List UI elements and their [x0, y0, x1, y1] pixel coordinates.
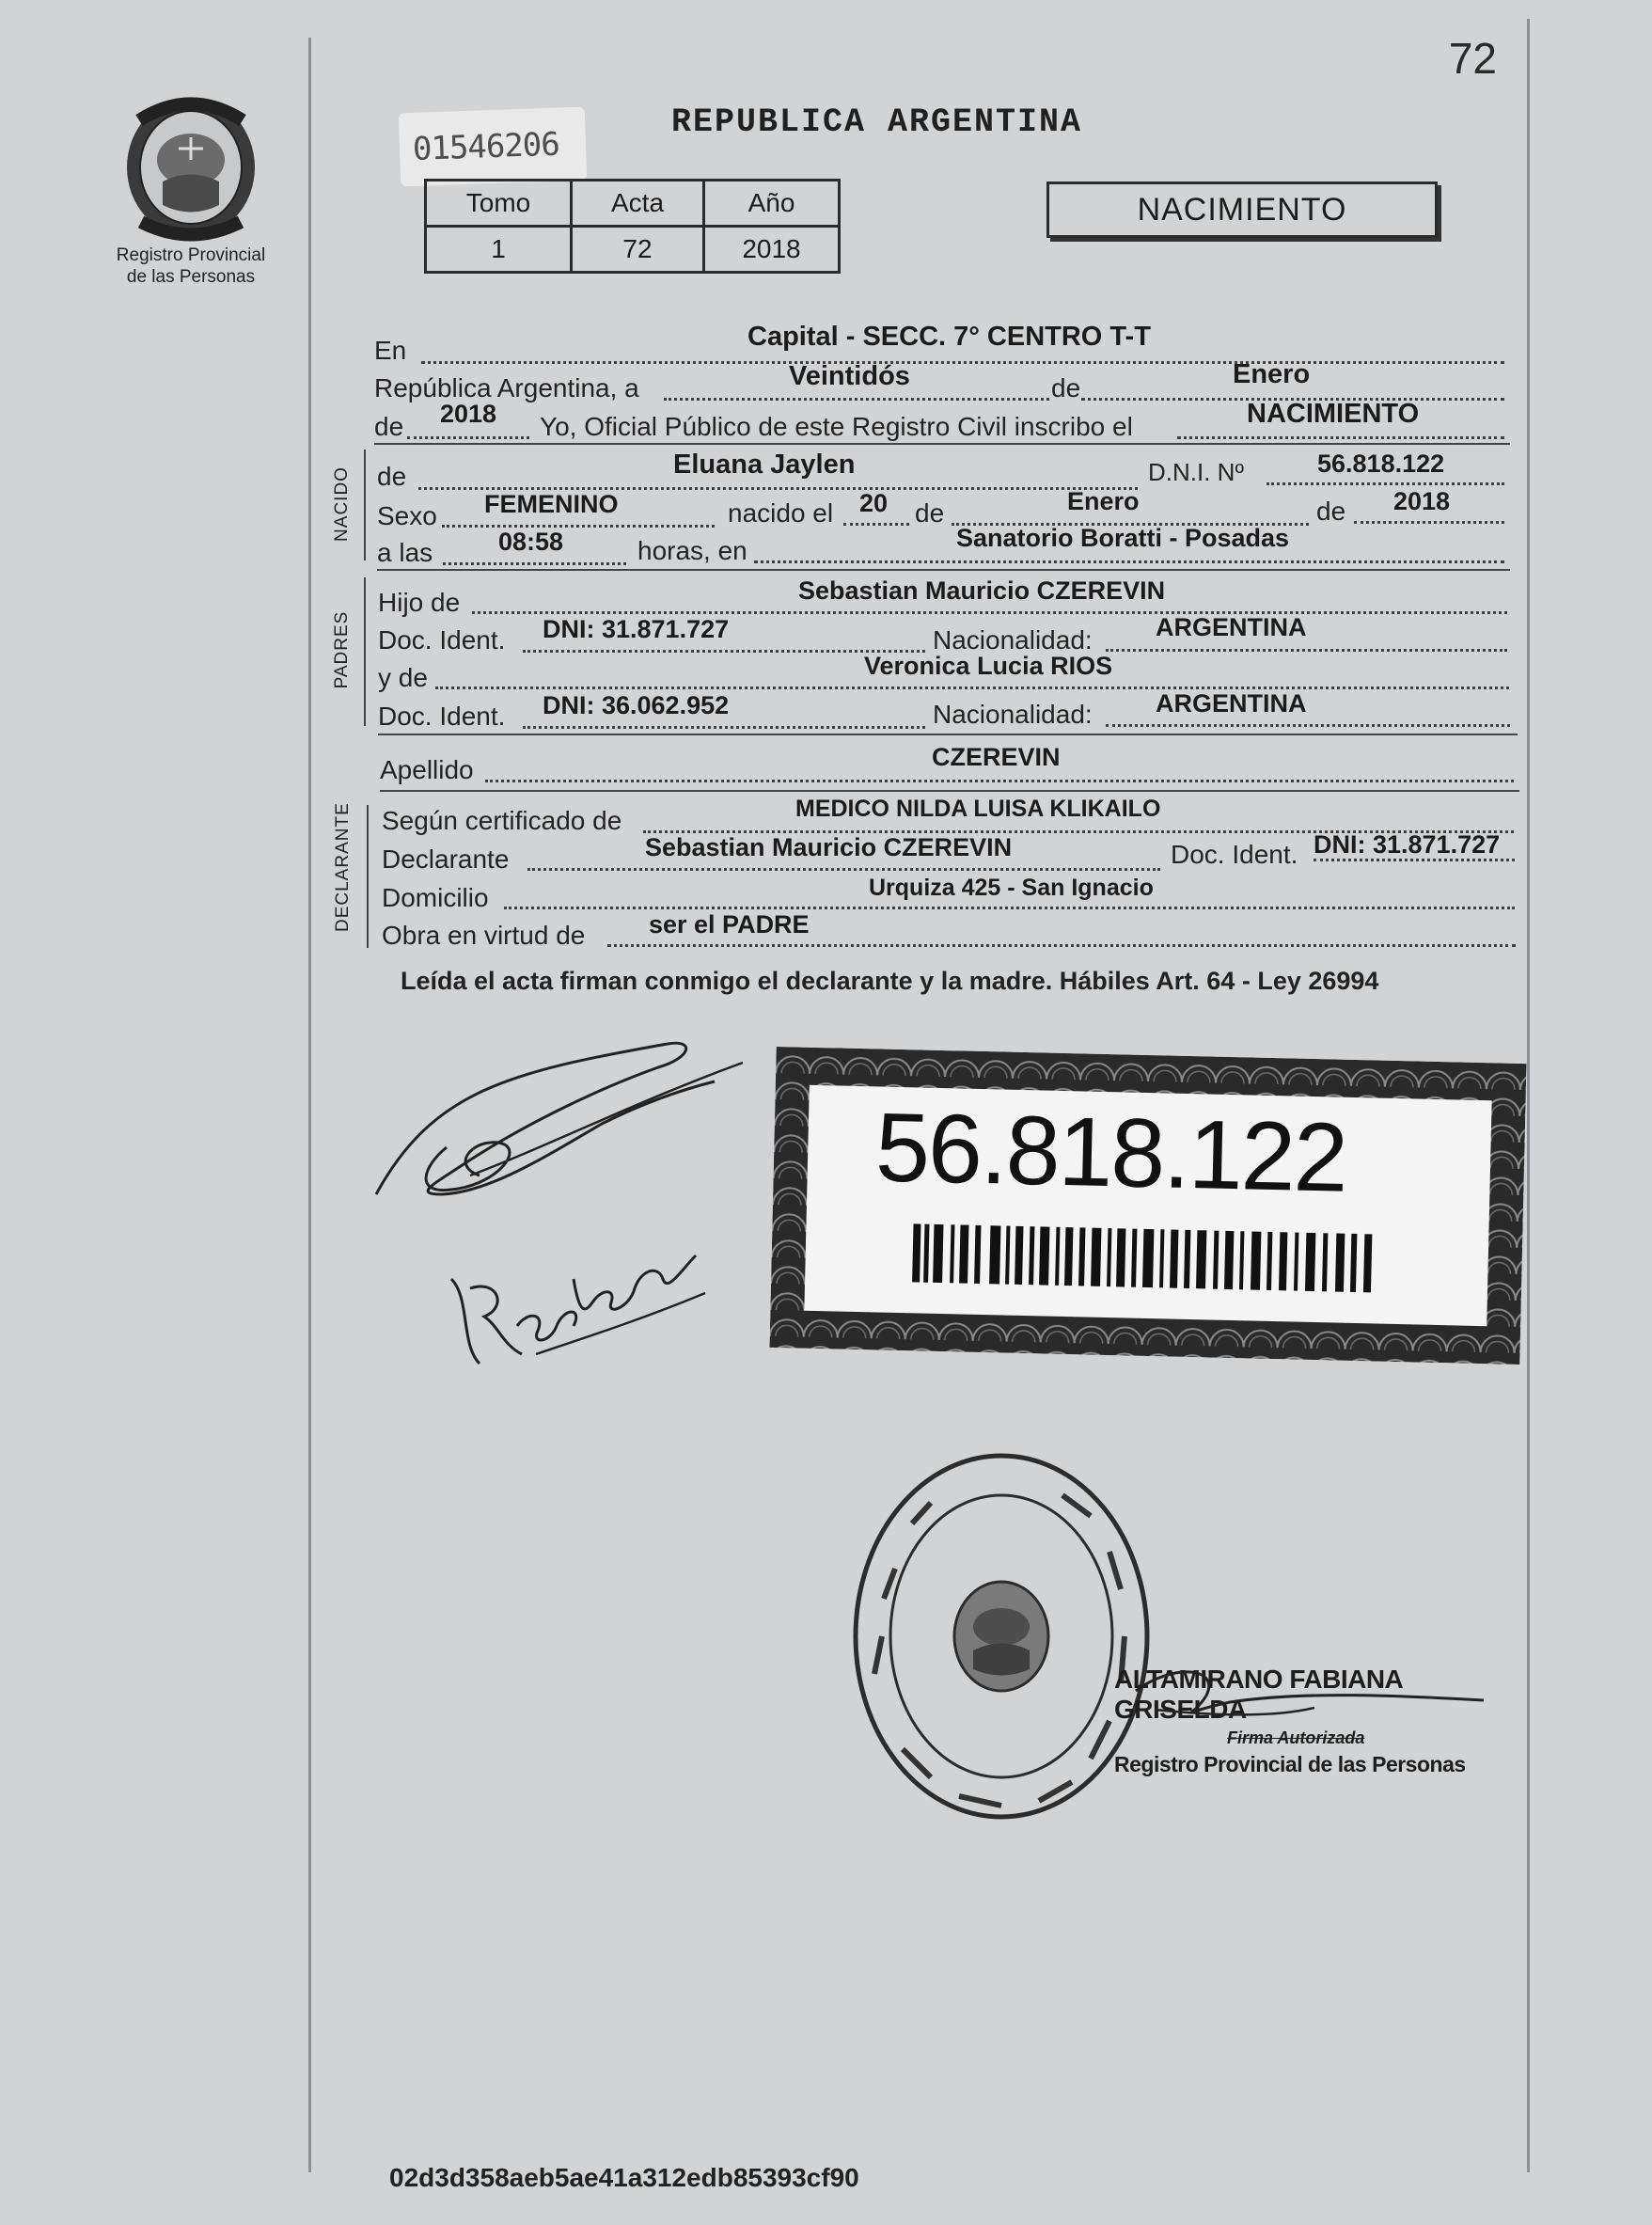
label-inscribe: Yo, Oficial Público de este Registro Civil inscribo el	[540, 412, 1133, 441]
control-number-stamp: 01546206	[399, 107, 588, 187]
dotline	[1354, 521, 1504, 524]
mother-nationality: ARGENTINA	[1156, 689, 1307, 718]
dotline	[1106, 724, 1510, 727]
dotline	[443, 562, 626, 565]
header-tomo: Tomo	[426, 181, 572, 227]
dotline	[843, 523, 909, 526]
header-acta: Acta	[572, 181, 704, 227]
dotline	[607, 944, 1516, 947]
declarant-doc: DNI: 31.871.727	[1314, 830, 1501, 859]
section-divider	[374, 443, 1510, 445]
label-de-month: de	[1051, 373, 1081, 402]
mother-signature	[433, 1213, 715, 1373]
label-de-name: de	[377, 462, 407, 491]
section-divider	[377, 569, 1510, 571]
label-mother-nationality: Nacionalidad:	[933, 700, 1093, 729]
dotline	[407, 436, 529, 439]
section-rule-nacido	[364, 450, 366, 560]
value-acta: 72	[572, 227, 704, 273]
mother-doc: DNI: 36.062.952	[543, 691, 730, 719]
registration-month: Enero	[1233, 359, 1311, 389]
label-hijo-de: Hijo de	[378, 588, 461, 617]
book-reference-table	[424, 179, 841, 274]
official-role: Firma Autorizada	[1227, 1728, 1365, 1747]
dotline	[435, 686, 1509, 689]
father-name: Sebastian Mauricio CZEREVIN	[798, 576, 1166, 605]
father-nationality: ARGENTINA	[1156, 613, 1307, 641]
dotline	[664, 398, 1049, 401]
label-declarante: Declarante	[382, 844, 510, 874]
label-mother-doc: Doc. Ident.	[378, 702, 506, 731]
declarant-signature	[357, 1034, 752, 1232]
child-born-year: 2018	[1393, 487, 1451, 515]
registration-year: 2018	[440, 400, 497, 428]
document-hash: 02d3d358aeb5ae41a312edb85393cf90	[389, 2163, 859, 2192]
value-tomo: 1	[426, 227, 572, 273]
child-dni: 56.818.122	[1317, 450, 1445, 478]
label-father-nationality: Nacionalidad:	[933, 625, 1093, 655]
child-born-month: Enero	[1067, 487, 1140, 515]
label-y-de: y de	[378, 663, 428, 692]
dotline	[523, 726, 925, 729]
label-declarant-doc: Doc. Ident.	[1171, 840, 1298, 869]
book-header-row	[426, 181, 840, 227]
section-label-padres: PADRES	[332, 610, 352, 689]
left-margin-line	[308, 38, 311, 2172]
official-office: Registro Provincial de las Personas	[1114, 1752, 1466, 1776]
label-father-doc: Doc. Ident.	[378, 625, 506, 655]
surname-value: CZEREVIN	[932, 743, 1061, 771]
label-segun-certificado: Según certificado de	[382, 806, 622, 835]
label-dni: D.N.I. Nº	[1148, 458, 1244, 486]
section-divider	[378, 734, 1518, 735]
label-obra-en-virtud: Obra en virtud de	[382, 921, 586, 950]
issuer-name: Registro Provincial de las Personas	[116, 245, 266, 287]
dotline	[1106, 649, 1507, 652]
dotline	[472, 611, 1507, 614]
label-republica: República Argentina, a	[374, 373, 639, 402]
declarant-address: Urquiza 425 - San Ignacio	[869, 875, 1154, 901]
dotline	[1177, 436, 1504, 439]
declarant-capacity: ser el PADRE	[649, 910, 810, 939]
label-en: En	[374, 336, 407, 365]
declarant-name: Sebastian Mauricio CZEREVIN	[645, 833, 1013, 861]
label-de-year: de	[374, 412, 404, 441]
label-de-born-month: de	[915, 498, 945, 528]
dotline	[527, 868, 1160, 871]
section-label-declarante: DECLARANTE	[333, 802, 353, 932]
label-horas-en: horas, en	[637, 536, 747, 565]
official-name: ALTAMIRANO FABIANA GRISELDA	[1114, 1665, 1403, 1724]
misiones-shield-logo	[120, 92, 261, 243]
dotline	[442, 525, 715, 528]
right-page-edge	[1527, 19, 1530, 2172]
label-de-born-year: de	[1316, 497, 1346, 526]
value-anio: 2018	[704, 227, 840, 273]
father-doc: DNI: 31.871.727	[543, 615, 730, 643]
dni-number-stamp	[769, 1047, 1526, 1365]
child-name: Eluana Jaylen	[673, 450, 856, 480]
section-rule-declarante	[367, 805, 369, 948]
label-nacido-el: nacido el	[728, 498, 834, 528]
dotline	[1267, 482, 1504, 485]
closing-note: Leída el acta firman conmigo el declarante y la madre. Hábiles Art. 64 - Ley 26994	[401, 967, 1379, 995]
label-sexo: Sexo	[377, 501, 437, 530]
dotline	[485, 780, 1514, 782]
certificate-issuer: MEDICO NILDA LUISA KLIKAILO	[795, 796, 1161, 822]
header-anio: Año	[704, 181, 840, 227]
mother-name: Veronica Lucia RIOS	[864, 652, 1113, 680]
registration-place: Capital - SECC. 7° CENTRO T-T	[747, 322, 1151, 352]
record-type-box: NACIMIENTO	[1046, 181, 1438, 238]
registration-day: Veintidós	[789, 361, 910, 391]
book-value-row	[426, 227, 840, 273]
section-rule-padres	[364, 577, 366, 726]
child-sex: FEMENINO	[484, 490, 619, 518]
label-apellido: Apellido	[380, 755, 474, 784]
document-title: REPUBLICA ARGENTINA	[671, 103, 1083, 141]
dotline	[754, 560, 1504, 563]
official-signature-scribble	[1117, 1663, 1493, 1738]
dotline	[1314, 859, 1515, 861]
dotline	[504, 907, 1515, 909]
label-domicilio: Domicilio	[382, 883, 489, 912]
section-divider	[380, 790, 1519, 792]
official-registry-seal	[846, 1448, 1156, 1824]
dotline	[421, 361, 1504, 364]
section-label-nacido: NACIDO	[332, 466, 352, 542]
page-number: 72	[1448, 34, 1497, 83]
child-birth-time: 08:58	[498, 528, 564, 556]
dni-stamp-number: 56.818.122	[874, 1093, 1348, 1213]
label-a-las: a las	[377, 538, 433, 567]
child-born-day: 20	[859, 489, 889, 517]
registration-event: NACIMIENTO	[1247, 399, 1420, 429]
child-birth-place: Sanatorio Boratti - Posadas	[956, 524, 1290, 552]
